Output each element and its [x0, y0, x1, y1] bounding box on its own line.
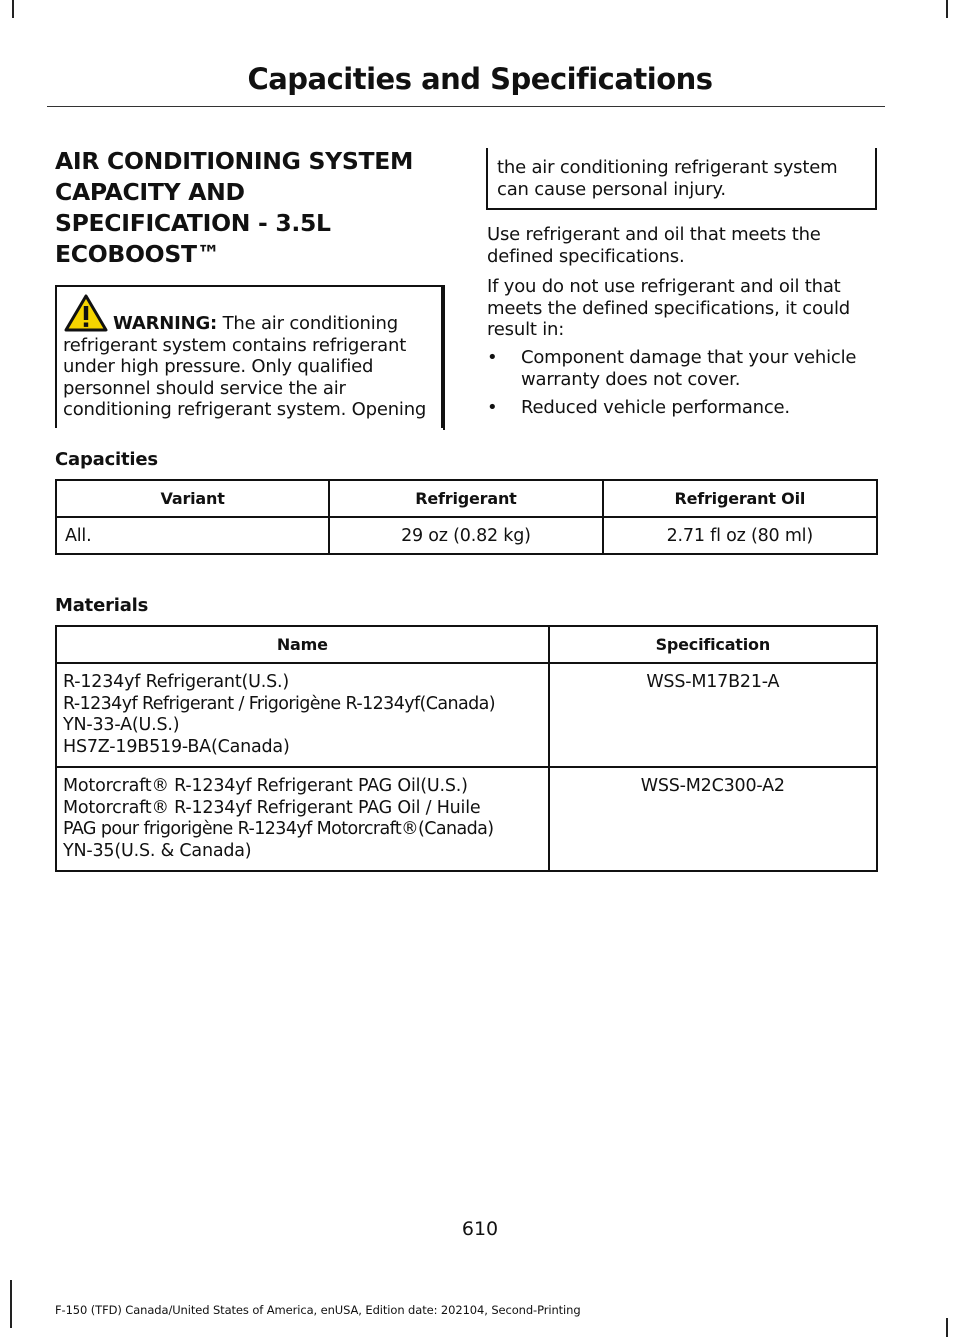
page-title: Capacities and Specifications: [247, 62, 713, 96]
name-line: HS7Z-19B519-BA(Canada): [63, 736, 290, 757]
bullet-symbol: •: [487, 347, 498, 368]
capacities-heading: Capacities: [55, 449, 158, 470]
paragraph-consequences: If you do not use refrigerant and oil that meets the defined specifications, it could result in:: [487, 276, 851, 340]
column-header: Specification: [549, 626, 877, 663]
header-rule: [47, 106, 885, 107]
warning-text: [63, 313, 443, 421]
column-header: Name: [56, 626, 549, 663]
table-cell-refrigerant: 29 oz (0.82 kg): [329, 517, 602, 554]
name-line: Motorcraft® R-1234yf Refrigerant PAG Oil / Huile: [63, 797, 481, 818]
crop-mark-top-right: [946, 0, 948, 18]
edition-footer: F-150 (TFD) Canada/United States of America, enUSA, Edition date: 202104, Second-Printing: [55, 1303, 581, 1317]
section-heading-line: CAPACITY AND: [55, 178, 245, 206]
section-heading: [55, 146, 445, 270]
column-header: Variant: [56, 480, 329, 517]
section-heading-line: AIR CONDITIONING SYSTEM: [55, 147, 414, 175]
section-heading-line: ECOBOOST™: [55, 240, 220, 268]
column-header: Refrigerant Oil: [603, 480, 877, 517]
table-cell-specification: WSS-M2C300-A2: [549, 767, 877, 871]
crop-mark-bottom-right: [946, 1318, 948, 1337]
name-line: R-1234yf Refrigerant / Frigorigène R-1234yf(Canada): [63, 693, 495, 714]
table-cell-name: [56, 767, 549, 871]
table-header-row: [56, 626, 877, 663]
crop-mark-top-left: [12, 0, 14, 18]
page-number: 610: [461, 1218, 499, 1240]
bullet-symbol: •: [487, 397, 498, 418]
materials-table: [55, 625, 878, 872]
crop-mark-bottom-left: [10, 1280, 12, 1328]
warning-body: The air conditioning refrigerant system contains refrigerant under high pressure. Only qualified personnel should service the air conditioning refrigerant system. Opening: [63, 313, 427, 420]
list-item-text: Component damage that your vehicle warranty does not cover.: [521, 347, 857, 390]
table-row: [56, 767, 877, 871]
name-line: R-1234yf Refrigerant(U.S.): [63, 672, 289, 692]
table-cell-variant: All.: [56, 517, 329, 554]
capacities-table: [55, 479, 878, 555]
paragraph-specifications: Use refrigerant and oil that meets the defined specifications.: [487, 224, 821, 267]
name-line: YN-33-A(U.S.): [63, 715, 180, 735]
materials-heading: Materials: [55, 595, 149, 616]
table-cell-specification: WSS-M17B21-A: [549, 663, 877, 767]
warning-box-right-border: [443, 285, 445, 430]
name-line: Motorcraft® R-1234yf Refrigerant PAG Oil(U.S.): [63, 776, 468, 796]
table-row: [56, 517, 877, 554]
warning-continued-text: the air conditioning refrigerant system can cause personal injury.: [497, 157, 838, 200]
list-item-text: Reduced vehicle performance.: [521, 397, 790, 418]
table-cell-name: [56, 663, 549, 767]
table-cell-refrigerant-oil: 2.71 fl oz (80 ml): [603, 517, 877, 554]
warning-box-left-border: [55, 285, 57, 428]
name-line: YN-35(U.S. & Canada): [63, 840, 252, 861]
table-header-row: [56, 480, 877, 517]
table-row: [56, 663, 877, 767]
name-line: PAG pour frigorigène R-1234yf Motorcraft®(Canada): [63, 819, 494, 839]
warning-label: WARNING:: [113, 313, 218, 334]
section-heading-line: SPECIFICATION - 3.5L: [55, 209, 331, 237]
column-header: Refrigerant: [329, 480, 602, 517]
